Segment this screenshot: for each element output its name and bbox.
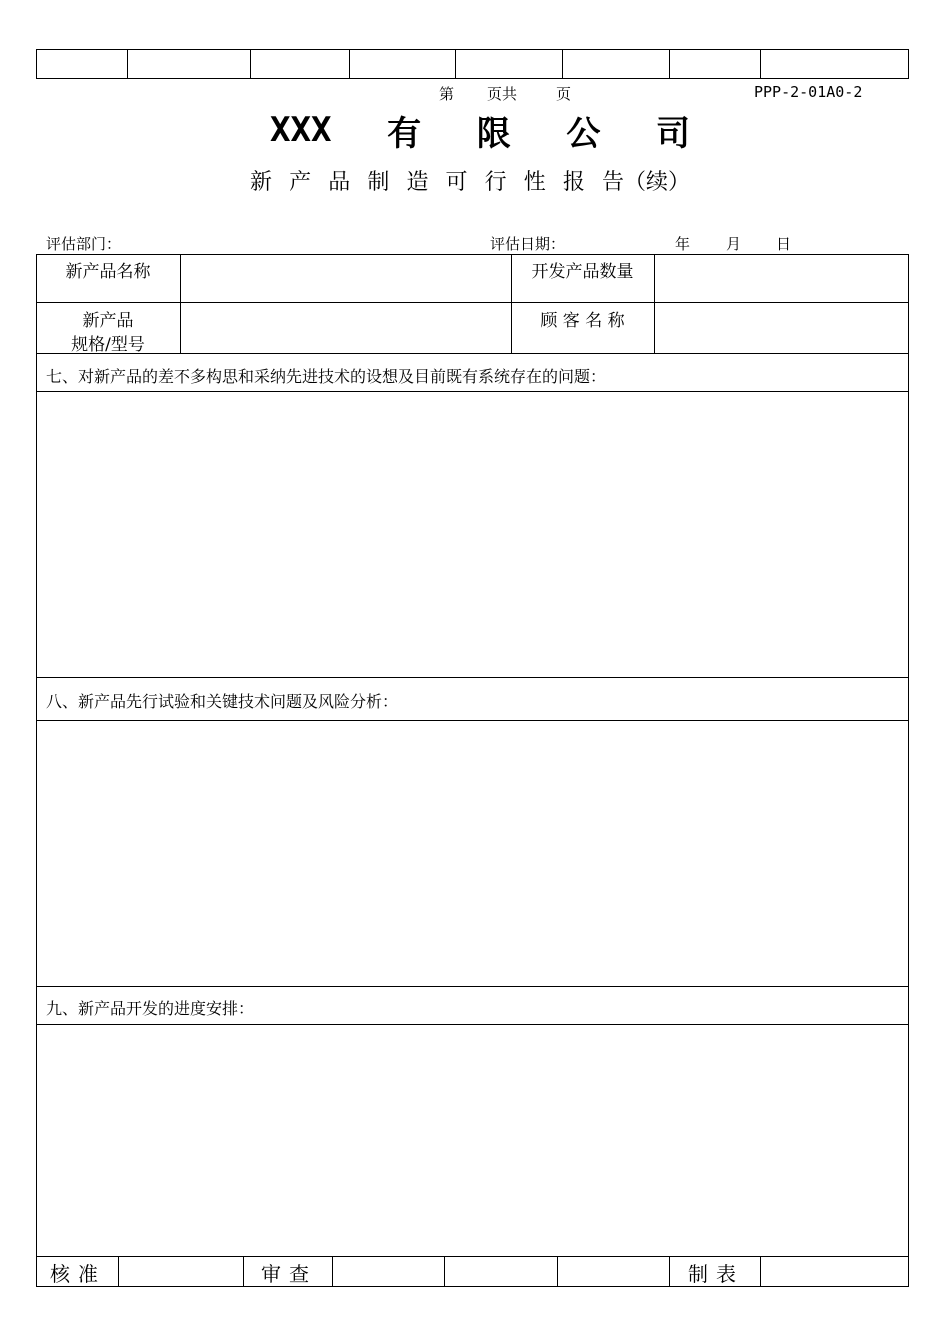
row-divider <box>36 302 909 303</box>
customer-name-label: 顾 客 名 称 <box>540 311 625 331</box>
report-title-char: 造 <box>406 169 429 195</box>
report-title-char: 告（续） <box>601 169 690 195</box>
approve-signature-field[interactable] <box>119 1257 242 1286</box>
eval-dept-label: 评估部门： <box>46 235 122 253</box>
dev-quantity-label: 开发产品数量 <box>531 262 634 282</box>
prepare-signature-field[interactable] <box>761 1257 908 1286</box>
col-divider <box>180 254 181 353</box>
report-title-char: 制 <box>367 169 390 195</box>
page-indicator-di: 第 <box>439 85 455 103</box>
top-grid-divider <box>127 49 128 79</box>
eval-month: 月 <box>726 235 742 253</box>
company-title-char: 公 <box>566 113 601 154</box>
section9-content-area[interactable] <box>37 1025 908 1256</box>
footer-divider <box>557 1256 558 1287</box>
report-title-char: 品 <box>328 169 351 195</box>
page-indicator-ye: 页 <box>556 85 572 103</box>
report-title <box>250 164 690 196</box>
prepare-label: 制表 <box>688 1262 744 1286</box>
row-divider <box>36 986 909 987</box>
footer-divider <box>669 1256 670 1287</box>
top-grid-divider <box>349 49 350 79</box>
footer-divider <box>243 1256 244 1287</box>
top-grid-divider <box>669 49 670 79</box>
top-grid-divider <box>562 49 563 79</box>
company-title-char: 司 <box>655 113 690 154</box>
eval-date-label: 评估日期： <box>490 235 566 253</box>
report-title-char: 产 <box>289 169 312 195</box>
company-title <box>270 108 690 152</box>
row-divider <box>36 677 909 678</box>
section7-heading: 七、对新产品的差不多构思和采纳先进技术的设想及目前既有系统存在的问题： <box>46 367 607 386</box>
report-title-char: 报 <box>562 169 585 195</box>
top-grid <box>36 49 909 79</box>
col-divider <box>654 254 655 353</box>
eval-year: 年 <box>675 235 691 253</box>
top-grid-divider <box>250 49 251 79</box>
section9-heading: 九、新产品开发的进度安排： <box>46 999 255 1018</box>
report-title-char: 性 <box>523 169 546 195</box>
report-title-char: 新 <box>250 169 273 195</box>
review-signature-field[interactable] <box>333 1257 443 1286</box>
top-grid-divider <box>455 49 456 79</box>
section8-heading: 八、新产品先行试验和关键技术问题及风险分析： <box>46 692 399 711</box>
page-indicator-ye-gong: 页共 <box>487 85 518 103</box>
company-title-char: XXX <box>270 110 332 150</box>
review-label: 审查 <box>261 1262 317 1286</box>
company-title-char: 限 <box>476 113 511 154</box>
approve-label: 核准 <box>50 1262 106 1286</box>
report-title-char: 可 <box>445 169 468 195</box>
company-title-char: 有 <box>387 113 422 154</box>
spec-label-line1: 新产品 <box>82 311 134 331</box>
section7-content-area[interactable] <box>37 392 908 677</box>
doc-code: PPP-2-01A0-2 <box>754 83 863 101</box>
section8-content-area[interactable] <box>37 721 908 986</box>
report-title-char: 行 <box>484 169 507 195</box>
eval-day: 日 <box>776 235 792 253</box>
product-name-label: 新产品名称 <box>65 262 151 282</box>
footer-divider <box>444 1256 445 1287</box>
top-grid-divider <box>760 49 761 79</box>
spec-label-line2: 规格/型号 <box>71 335 145 355</box>
